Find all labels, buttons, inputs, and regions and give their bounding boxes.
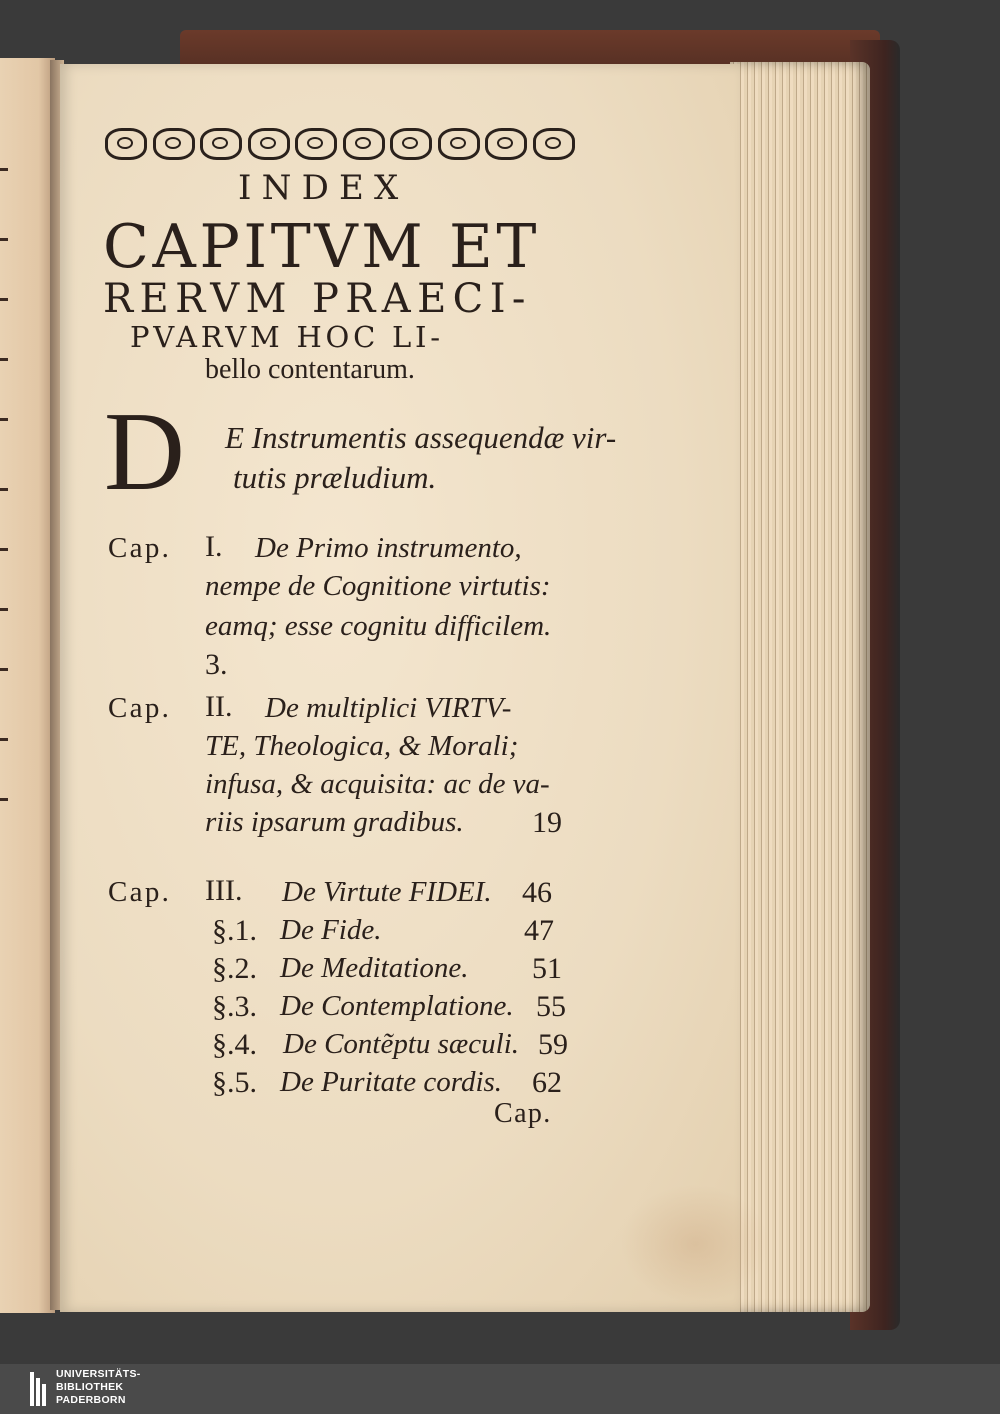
chapter-number: II. bbox=[205, 690, 233, 723]
section-page: 62 bbox=[532, 1066, 562, 1099]
intro-dropcap: D bbox=[104, 390, 185, 514]
chapter-line: De multiplici VIRTV- bbox=[265, 692, 512, 724]
section-title: De Meditatione. bbox=[280, 952, 469, 984]
chapter-label: Cap. bbox=[108, 876, 172, 908]
catchword: Cap. bbox=[494, 1098, 552, 1129]
chapter-label: Cap. bbox=[108, 532, 172, 564]
section-mark: §.4. bbox=[212, 1028, 257, 1061]
chapter-number: I. bbox=[205, 530, 223, 563]
section-mark: §.3. bbox=[212, 990, 257, 1023]
chapter-line: eamq; esse cognitu difficilem. bbox=[205, 610, 552, 642]
heading-rerum: RERVM PRAECI- bbox=[103, 276, 532, 322]
chapter-line: nempe de Cognitione virtutis: bbox=[205, 570, 551, 602]
heading-contentarum: bello contentarum. bbox=[205, 354, 415, 385]
heading-index: INDEX bbox=[238, 168, 409, 208]
section-mark: §.1. bbox=[212, 914, 257, 947]
library-name-line: PADERBORN bbox=[56, 1394, 126, 1406]
library-name bbox=[56, 1368, 141, 1407]
chapter-page: 3. bbox=[205, 648, 228, 681]
intro-line: tutis præludium. bbox=[233, 460, 437, 495]
section-page: 55 bbox=[536, 990, 566, 1023]
chapter-number: III. bbox=[205, 874, 243, 907]
decorative-border bbox=[105, 128, 575, 160]
intro-line: E Instrumentis assequendæ vir- bbox=[225, 420, 617, 455]
chapter-line: infusa, & acquisita: ac de va- bbox=[205, 768, 550, 800]
library-name-line: BIBLIOTHEK bbox=[56, 1381, 124, 1393]
chapter-line: De Primo instrumento, bbox=[255, 532, 522, 564]
left-page-fragment bbox=[0, 58, 55, 1313]
chapter-line: TE, Theologica, & Morali; bbox=[205, 730, 519, 762]
section-title: De Contemplatione. bbox=[280, 990, 514, 1022]
section-page: 51 bbox=[532, 952, 562, 985]
heading-capitum: CAPITVM ET bbox=[103, 212, 540, 282]
section-mark: §.2. bbox=[212, 952, 257, 985]
chapter-label: Cap. bbox=[108, 692, 172, 724]
section-page: 59 bbox=[538, 1028, 568, 1061]
section-page: 47 bbox=[524, 914, 554, 947]
chapter-line: riis ipsarum gradibus. bbox=[205, 806, 464, 838]
section-title: De Fide. bbox=[280, 914, 382, 946]
chapter-page: 19 bbox=[532, 806, 562, 839]
library-name-line: UNIVERSITÄTS- bbox=[56, 1368, 141, 1380]
chapter-page: 46 bbox=[522, 876, 552, 909]
library-logo-icon bbox=[30, 1372, 48, 1406]
footer-bar bbox=[0, 1364, 1000, 1414]
water-stain bbox=[620, 1184, 770, 1304]
section-title: De Contẽptu sæculi. bbox=[283, 1028, 520, 1060]
chapter-line: De Virtute FIDEI. bbox=[282, 876, 492, 908]
heading-puarum: PVARVM HOC LI- bbox=[130, 320, 444, 354]
page-edges bbox=[730, 62, 870, 1312]
section-title: De Puritate cordis. bbox=[280, 1066, 503, 1098]
section-mark: §.5. bbox=[212, 1066, 257, 1099]
